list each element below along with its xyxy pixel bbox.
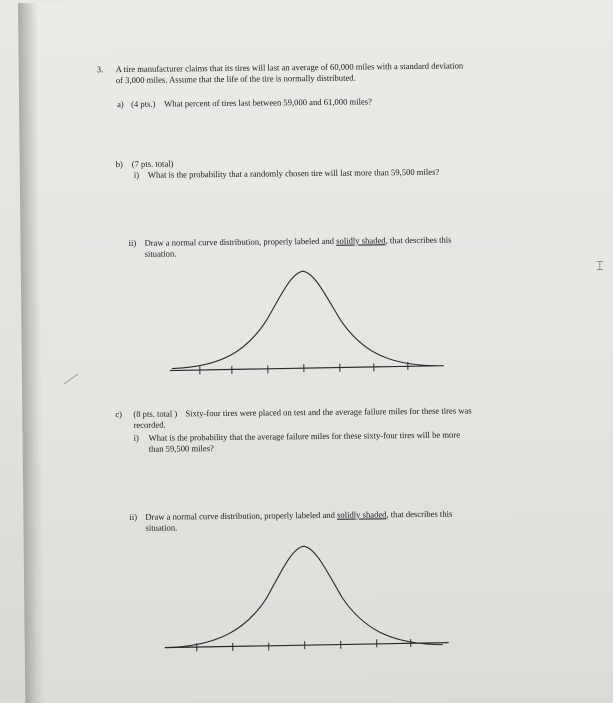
part-b-i-label: i) xyxy=(134,170,139,181)
axis-line xyxy=(165,643,449,648)
part-c-i-question-line1: What is the probability that the average failure miles for these sixty-four tires will be more xyxy=(149,430,461,444)
part-c-ii-instruction: Draw a normal curve distribution, properly labeled and solidly shaded, that describes this xyxy=(145,509,452,523)
part-c-ii-label: ii) xyxy=(129,512,137,523)
part-b-ii-label: ii) xyxy=(128,238,136,249)
text-cursor-icon: ⌶ xyxy=(596,259,604,274)
normal-curve-part-c xyxy=(148,537,459,660)
part-c-text-line1: Sixty-four tires were placed on test and the average failure miles for these tires was xyxy=(185,405,471,419)
part-b-points: (7 pts. total) xyxy=(132,158,174,169)
part-c-label: c) xyxy=(115,409,122,420)
page-edge-shadow xyxy=(18,3,45,703)
part-b-label: b) xyxy=(116,159,123,170)
part-a-question: What percent of tires last between 59,000 and 61,000 miles? xyxy=(164,96,372,109)
problem-stem-line2: of 3,000 miles. Assume that the life of the tire is normally distributed. xyxy=(116,73,356,87)
part-a-points: (4 pts.) xyxy=(131,99,155,110)
bell-curve xyxy=(166,545,443,648)
normal-curve-part-b xyxy=(151,264,452,377)
pencil-mark xyxy=(62,372,82,386)
part-c-points: (8 pts. total ) xyxy=(133,408,177,419)
worksheet-page xyxy=(18,0,613,703)
problem-stem-line1: A tire manufacturer claims that its tires will last an average of 60,000 miles with a standard deviation xyxy=(116,60,464,75)
part-c-i-label: i) xyxy=(134,433,139,444)
bell-curve xyxy=(171,270,436,369)
part-b-ii-line2: situation. xyxy=(145,248,177,259)
part-c-i-question-line2: than 59,500 miles? xyxy=(149,443,214,455)
part-c-text-line2: recorded. xyxy=(133,420,165,431)
part-c-ii-line2: situation. xyxy=(145,522,177,533)
axis-line xyxy=(170,366,444,371)
problem-number: 3. xyxy=(97,64,104,75)
part-a-label: a) xyxy=(117,99,124,110)
part-b-i-question: What is the probability that a randomly chosen tire will last more than 59,500 miles? xyxy=(148,167,440,181)
axis-ticks xyxy=(200,362,408,374)
part-b-ii-instruction: Draw a normal curve distribution, properly labeled and solidly shaded, that describes this xyxy=(144,235,451,249)
